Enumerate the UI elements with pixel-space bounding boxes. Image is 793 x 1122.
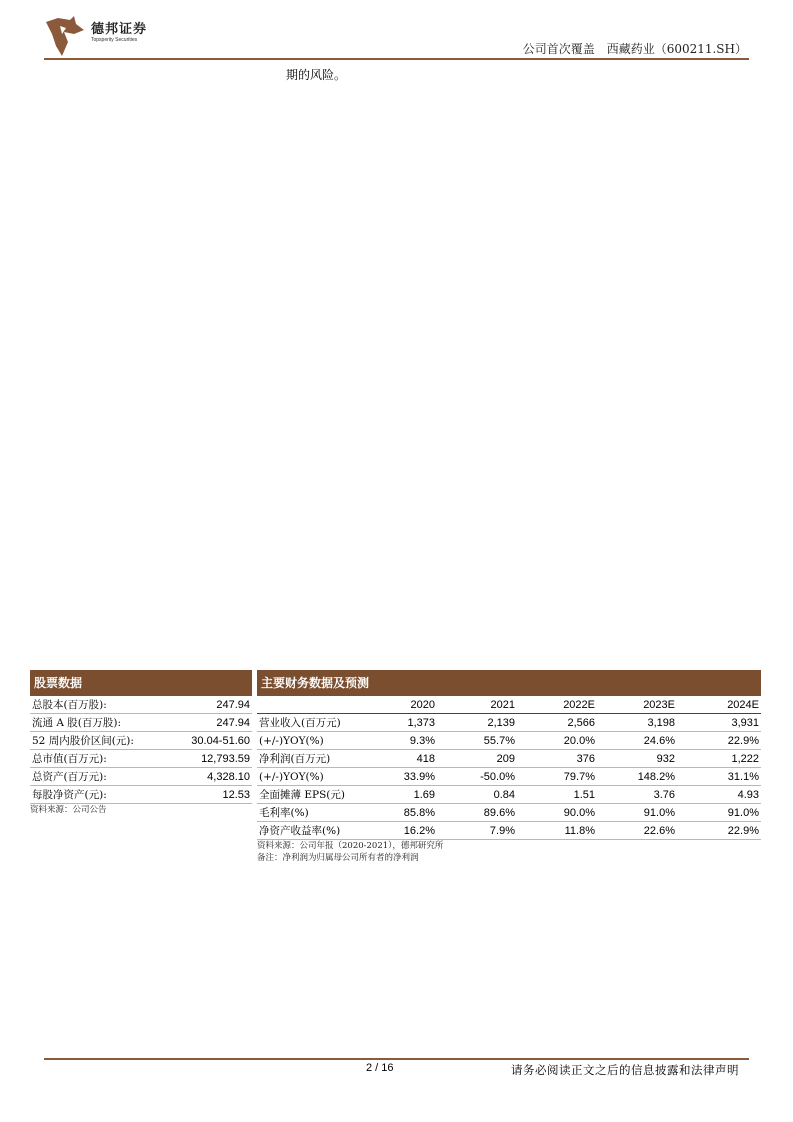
page-number: 2 / 16	[366, 1062, 394, 1074]
financial-data-row	[257, 750, 761, 768]
financial-cell: 2,139	[437, 714, 517, 732]
stock-data-value: 30.04-51.60	[169, 732, 252, 750]
stock-data-label: 52 周内股价区间(元):	[30, 732, 169, 750]
financial-cell: 148.2%	[597, 768, 677, 786]
financial-row-label: (+/-)YOY(%)	[257, 732, 357, 750]
financial-cell: 85.8%	[357, 804, 437, 822]
stock-data-row	[30, 768, 252, 786]
stock-data-row	[30, 732, 252, 750]
financial-cell: 91.0%	[677, 804, 761, 822]
financial-row-label: (+/-)YOY(%)	[257, 768, 357, 786]
financial-cell: 3,931	[677, 714, 761, 732]
financial-cell: 3.76	[597, 786, 677, 804]
financial-cell: 31.1%	[677, 768, 761, 786]
financial-data-row	[257, 732, 761, 750]
financial-cell: 0.84	[437, 786, 517, 804]
financial-data-source: 资料来源：公司年报（2020-2021），德邦研究所	[257, 841, 444, 851]
financial-cell: 79.7%	[517, 768, 597, 786]
financial-cell: 11.8%	[517, 822, 597, 840]
financial-data-note: 备注：净利润为归属母公司所有者的净利润	[257, 853, 419, 863]
financial-cell: 24.6%	[597, 732, 677, 750]
body-paragraph: 期的风险。	[286, 68, 347, 82]
financial-row-label: 净利润(百万元)	[257, 750, 357, 768]
financial-row-label: 净资产收益率(%)	[257, 822, 357, 840]
stock-data-title: 股票数据	[30, 670, 252, 696]
logo-company-name: 德邦证券	[91, 22, 148, 37]
financial-data-row	[257, 786, 761, 804]
stock-data-label: 流通 A 股(百万股):	[30, 714, 169, 732]
financial-cell: 1,222	[677, 750, 761, 768]
financial-cell: 89.6%	[437, 804, 517, 822]
financial-data-table	[257, 696, 761, 840]
company-logo-icon	[44, 16, 86, 56]
financial-row-label: 营业收入(百万元)	[257, 714, 357, 732]
stock-data-row	[30, 786, 252, 804]
stock-data-value: 247.94	[169, 714, 252, 732]
stock-data-label: 总股本(百万股):	[30, 696, 169, 714]
stock-data-label: 总市值(百万元):	[30, 750, 169, 768]
financial-header-blank	[257, 696, 357, 714]
stock-data-row	[30, 714, 252, 732]
financial-cell: -50.0%	[437, 768, 517, 786]
financial-cell: 20.0%	[517, 732, 597, 750]
financial-data-row	[257, 768, 761, 786]
stock-data-label: 总资产(百万元):	[30, 768, 169, 786]
financial-cell: 9.3%	[357, 732, 437, 750]
financial-year-header: 2024E	[677, 696, 761, 714]
logo-company-subtitle: Topsperity Securities	[91, 37, 138, 43]
financial-year-header: 2023E	[597, 696, 677, 714]
financial-cell: 90.0%	[517, 804, 597, 822]
header-divider	[44, 58, 749, 60]
financial-cell: 22.9%	[677, 822, 761, 840]
stock-data-table	[30, 696, 252, 804]
financial-header-row	[257, 696, 761, 714]
financial-cell: 376	[517, 750, 597, 768]
financial-cell: 33.9%	[357, 768, 437, 786]
financial-cell: 2,566	[517, 714, 597, 732]
financial-cell: 22.6%	[597, 822, 677, 840]
stock-data-row	[30, 696, 252, 714]
financial-cell: 7.9%	[437, 822, 517, 840]
financial-cell: 91.0%	[597, 804, 677, 822]
stock-data-value: 247.94	[169, 696, 252, 714]
financial-cell: 1.51	[517, 786, 597, 804]
stock-data-source: 资料来源：公司公告	[30, 805, 107, 815]
stock-data-row	[30, 750, 252, 768]
financial-cell: 932	[597, 750, 677, 768]
stock-data-value: 4,328.10	[169, 768, 252, 786]
legal-disclaimer: 请务必阅读正文之后的信息披露和法律声明	[511, 1063, 739, 1077]
financial-cell: 209	[437, 750, 517, 768]
stock-data-panel	[30, 670, 252, 816]
financial-year-header: 2021	[437, 696, 517, 714]
financial-row-label: 全面摊薄 EPS(元)	[257, 786, 357, 804]
financial-year-header: 2020	[357, 696, 437, 714]
financial-cell: 55.7%	[437, 732, 517, 750]
stock-data-value: 12,793.59	[169, 750, 252, 768]
financial-cell: 418	[357, 750, 437, 768]
financial-cell: 3,198	[597, 714, 677, 732]
financial-data-row	[257, 714, 761, 732]
financial-cell: 22.9%	[677, 732, 761, 750]
footer-divider	[44, 1058, 749, 1060]
financial-data-row	[257, 804, 761, 822]
financial-data-title: 主要财务数据及预测	[257, 670, 761, 696]
financial-year-header: 2022E	[517, 696, 597, 714]
financial-cell: 4.93	[677, 786, 761, 804]
stock-data-label: 每股净资产(元):	[30, 786, 169, 804]
stock-data-value: 12.53	[169, 786, 252, 804]
financial-cell: 1.69	[357, 786, 437, 804]
report-header-title: 公司首次覆盖 西藏药业（600211.SH）	[522, 42, 747, 56]
financial-cell: 1,373	[357, 714, 437, 732]
financial-data-row	[257, 822, 761, 840]
financial-row-label: 毛利率(%)	[257, 804, 357, 822]
logo	[44, 16, 164, 56]
financial-cell: 16.2%	[357, 822, 437, 840]
financial-data-panel	[257, 670, 761, 864]
